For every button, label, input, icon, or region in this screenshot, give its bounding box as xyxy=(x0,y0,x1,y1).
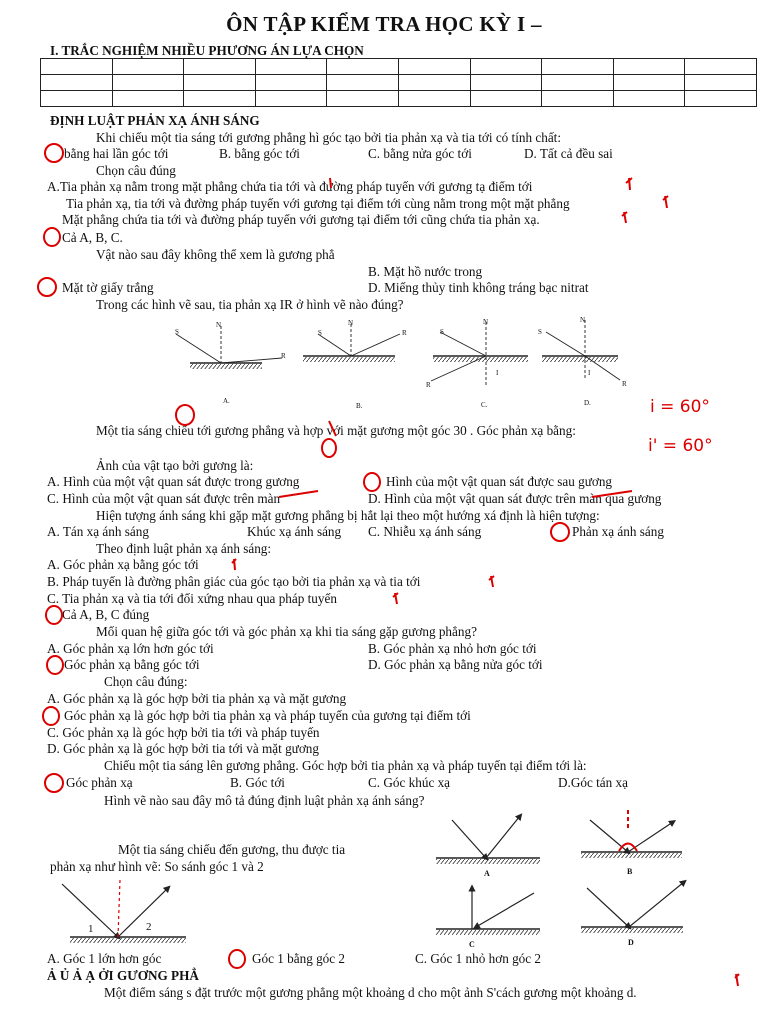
q13-option-b: Góc 1 bằng góc 2 xyxy=(252,951,346,966)
q11-option-c: C. Góc khúc xạ xyxy=(368,775,451,790)
question-9: Mối quan hệ giữa góc tới và góc phản xạ khi tia sáng gặp gương phẳng? xyxy=(96,624,477,639)
topic-heading: ĐỊNH LUẬT PHẢN XẠ ÁNH SÁNG xyxy=(50,113,260,128)
q6-option-b: Hình của một vật quan sát được sau gương xyxy=(386,474,613,489)
q4d-label-r: R xyxy=(622,380,627,388)
q11-option-d: D.Góc tán xạ xyxy=(558,775,628,790)
q8-option-c: C. Tia phản xạ và tia tới đối xứng nhau qua pháp tuyến xyxy=(47,591,337,606)
q9-option-b: B. Góc phản xạ nhỏ hơn góc tới xyxy=(368,641,537,656)
question-8: Theo định luật phản xạ ánh sáng: xyxy=(96,541,272,556)
page-title: ÔN TẬP KIỂM TRA HỌC KỲ I – xyxy=(226,12,542,36)
q4b-label-r: R xyxy=(402,329,407,337)
q2-option-c: Mặt phẳng chứa tia tới và đường pháp tuyến với gương tại điểm tới cũng chứa tia phản xạ. xyxy=(62,212,540,227)
q8-option-d: Cả A, B, C đúng xyxy=(62,607,150,622)
q12-figure-a xyxy=(436,816,540,864)
q4d-label-n: N xyxy=(580,316,586,324)
q12a-caption: A xyxy=(484,869,490,878)
q10-option-b: Góc phản xạ là góc hợp bởi tia phản xạ và pháp tuyến của gương tại điểm tới xyxy=(64,708,471,723)
q4c-caption: C. xyxy=(481,401,488,409)
q13-figure xyxy=(62,880,186,943)
q4d-label-s: S xyxy=(538,328,542,336)
q1-option-d: D. Tất cả đều sai xyxy=(524,146,613,161)
q12-figure-d xyxy=(581,882,684,933)
q4-figure-c xyxy=(431,322,528,385)
q7-option-b: Khúc xạ ánh sáng xyxy=(247,524,342,539)
question-13-line2: phản xạ như hình vẽ: So sánh góc 1 và 2 xyxy=(50,859,264,874)
q3-option-d: D. Miếng thủy tinh không tráng bạc nitrat xyxy=(368,280,589,295)
handwritten-note-i: i = 60° xyxy=(650,397,710,417)
q8-option-a: A. Góc phản xạ bằng góc tới xyxy=(47,557,199,572)
topic-heading-2: Ả Ủ Ả Ạ ỞI GƯƠNG PHẲ xyxy=(47,968,199,983)
question-10: Chọn câu đúng: xyxy=(104,674,188,689)
q6-option-a: A. Hình của một vật quan sát được trong gương xyxy=(47,474,300,489)
q3-option-b: B. Mặt hồ nước trong xyxy=(368,264,483,279)
q6-option-d: D. Hình của một vật quan sát được trên màn qua gương xyxy=(368,491,662,506)
q4b-caption: B. xyxy=(356,402,363,410)
q12b-caption: B xyxy=(627,867,633,876)
q4-figure-d xyxy=(542,320,620,380)
answer-marks xyxy=(38,144,739,986)
q2-option-b: Tia phản xạ, tia tới và đường pháp tuyến với gương tại điểm tới cùng nằm trong một mặt phẳng xyxy=(66,196,570,211)
q10-option-c: C. Góc phản xạ là góc hợp bởi tia tới và pháp tuyến xyxy=(47,725,320,740)
q13-option-a: A. Góc 1 lớn hơn góc xyxy=(47,951,162,966)
q7-option-d: Phản xạ ánh sáng xyxy=(572,524,664,539)
question-14: Một điểm sáng s đặt trước một gương phẳng một khoảng d cho một ảnh S'cách gương một khoảng d. xyxy=(104,985,637,1000)
q8-option-b: B. Pháp tuyến là đường phân giác của góc tạo bởi tia phản xạ và tia tới xyxy=(47,574,421,589)
q7-option-c: C. Nhiễu xạ ánh sáng xyxy=(368,524,482,539)
q1-option-b: B. bằng góc tới xyxy=(219,146,300,161)
question-12: Hình vẽ nào sau đây mô tả đúng định luật phản xạ ánh sáng? xyxy=(104,793,425,808)
q9-option-a: A. Góc phản xạ lớn hơn góc tới xyxy=(47,641,214,656)
q4a-label-s: S xyxy=(175,328,179,336)
q9-option-c: Góc phản xạ bằng góc tới xyxy=(64,657,200,672)
q4a-label-n: N xyxy=(216,321,222,329)
q4-figure-a xyxy=(176,326,282,369)
question-2: Chọn câu đúng xyxy=(96,163,176,178)
q12c-caption: C xyxy=(469,940,475,949)
q2-option-d: Cả A, B, C. xyxy=(62,230,123,245)
q9-option-d: D. Góc phản xạ bằng nửa góc tới xyxy=(368,657,543,672)
q4c-label-i: I xyxy=(496,369,499,377)
question-11: Chiếu một tia sáng lên gương phẳng. Góc hợp bởi tia phản xạ và pháp tuyến tại điểm tới là: xyxy=(104,758,587,773)
q11-option-a: Góc phản xạ xyxy=(66,775,133,790)
q7-option-a: A. Tán xạ ánh sáng xyxy=(47,524,149,539)
question-1: Khi chiếu một tia sáng tới gương phẳng hì góc tạo bởi tia phản xạ và tia tới có tính chất: xyxy=(96,130,562,145)
section-heading: I. TRẮC NGHIỆM NHIỀU PHƯƠNG ÁN LỰA CHỌN xyxy=(50,43,364,58)
q2-option-a: A.Tia phản xạ nằm trong mặt phẳng chứa tia tới và đường pháp tuyến với gương tạ điểm tới xyxy=(47,179,533,194)
angle-2-label: 2 xyxy=(146,921,152,933)
q1-option-c: C. bằng nửa góc tới xyxy=(368,146,472,161)
angle-1-label: 1 xyxy=(88,923,94,935)
q10-option-d: D. Góc phản xạ là góc hợp bởi tia tới và mặt gương xyxy=(47,741,319,756)
q12-figure-b xyxy=(581,820,682,858)
question-7: Hiện tượng ánh sáng khi gặp mặt gương phẳng bị hắt lại theo một hướng xá định là hiện tượng: xyxy=(96,508,600,523)
q11-option-b: B. Góc tới xyxy=(230,775,285,790)
question-5: Một tia sáng chiếu tới gương phẳng và hợp với mặt gương một góc 30 . Góc phản xạ bằng: xyxy=(96,423,576,438)
q4d-caption: D. xyxy=(584,399,591,407)
q4a-caption: A. xyxy=(223,397,230,405)
q4b-label-s: S xyxy=(318,329,322,337)
q13-option-c: C. Góc 1 nhỏ hơn góc 2 xyxy=(415,951,542,966)
question-13-line1: Một tia sáng chiếu đến gương, thu được tia xyxy=(118,842,346,857)
q3-option-a: Mặt tờ giấy trắng xyxy=(62,280,154,295)
q1-option-a: bằng hai lần góc tới xyxy=(64,146,169,161)
q4c-label-n: N xyxy=(483,318,489,326)
q12-figure-c xyxy=(436,888,540,935)
q12d-caption: D xyxy=(628,938,634,947)
q4c-label-s: S xyxy=(440,328,444,336)
question-3: Vật nào sau đây không thể xem là gương phẳ xyxy=(96,247,335,262)
handwritten-note-i-prime: i' = 60° xyxy=(648,436,713,456)
q6-option-c: C. Hình của một vật quan sát được trên màn xyxy=(47,491,281,506)
q4b-label-n: N xyxy=(348,319,354,327)
q4c-label-r: R xyxy=(426,381,431,389)
question-4: Trong các hình vẽ sau, tia phản xạ IR ở hình vẽ nào đúng? xyxy=(96,297,404,312)
q10-option-a: A. Góc phản xạ là góc hợp bởi tia phản xạ và mặt gương xyxy=(47,691,347,706)
q4a-label-r: R xyxy=(281,352,286,360)
question-6: Ảnh của vật tạo bởi gương là: xyxy=(96,458,254,473)
q4d-label-i: I xyxy=(588,369,591,377)
